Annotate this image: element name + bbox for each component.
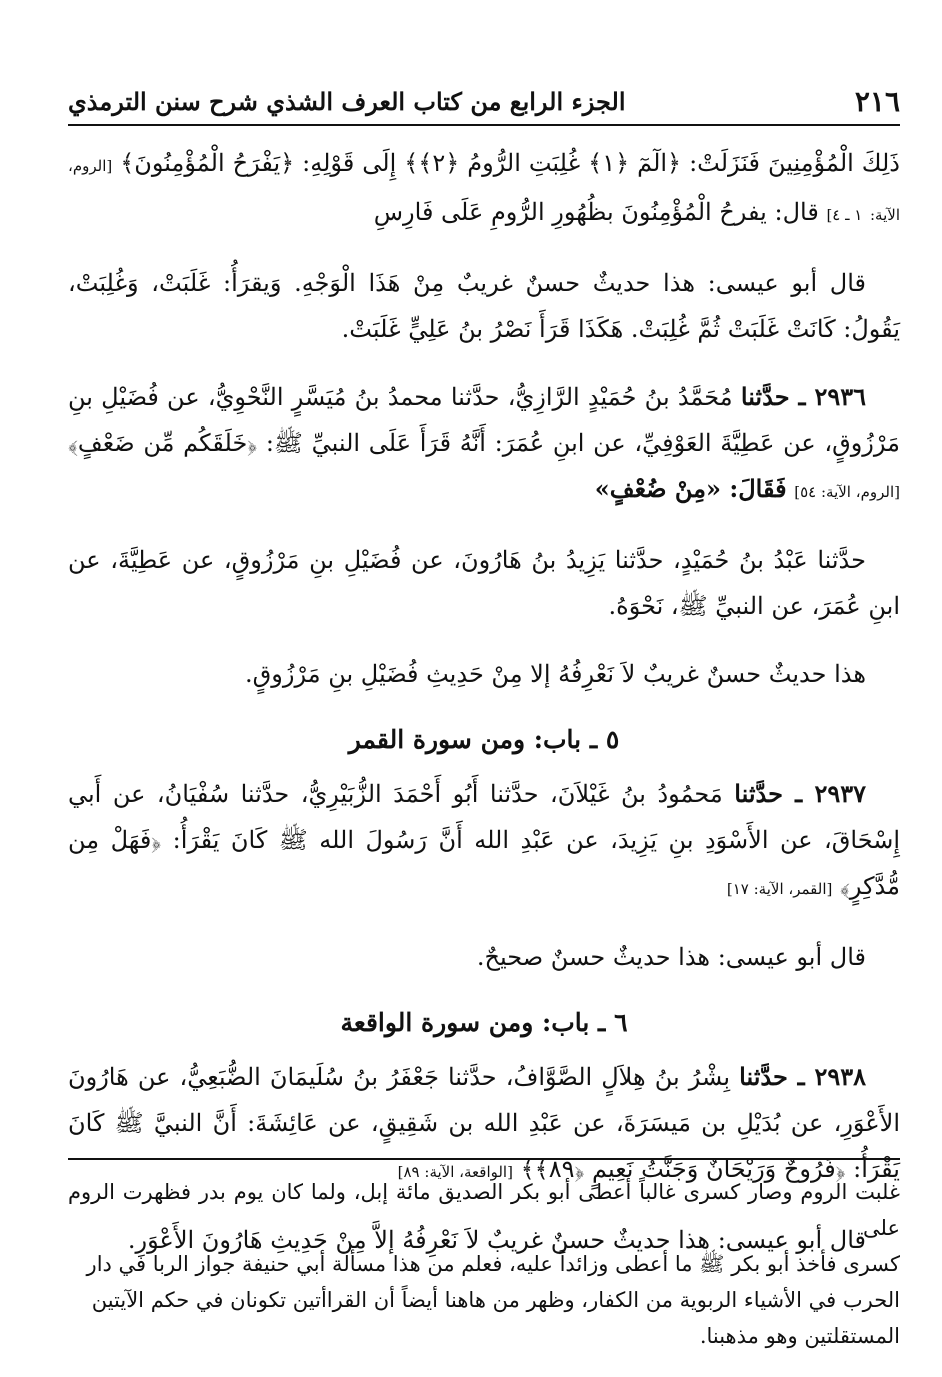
- abu-isa-comment-1: قال أبو عيسى: هذا حديثٌ حسنٌ غريبٌ مِنْ هَذَا الْوَجْهِ. وَيقرَأُ: غَلَبَتْ، وَغُلِبَتْ، يَقُولُ: كَانَتْ غَلَبَتْ ثُمَّ غُلِبَتْ. هَكَذَا قَرَأَ نَصْرُ بنُ عَلِيٍّ غَلَبَتْ.: [68, 269, 900, 343]
- hadith-text: بِشْرُ بنُ هِلاَلٍ الصَّوَّافُ، حدَّثنا جَعْفَرُ بنُ سُلَيمَانَ الضُّبَعِيُّ، عن هَارُونَ الأَعْوَرِ، عن بُدَيْلِ بن مَيسَرَةَ، عن عَبْدِ الله بن شَقِيقٍ، عن عَائِشَةَ: أَنَّ النبيَّ ﷺ كَانَ يَقْرَأُ: ﴿فَرُوحٌ وَرَيْحَانٌ وَجَنَّتُ نَعِيمٍ ﴿٨٩﴾﴾: [68, 1063, 900, 1183]
- quran-reference: [الروم، الآية: ٥٤]: [794, 483, 900, 501]
- abu-isa-comment-2: قال أبو عيسى: هذا حديثٌ حسنٌ صحيحٌ.: [476, 943, 866, 971]
- hadith-grading: هذا حديثٌ حسنٌ غريبٌ لاَ نَعْرِفُهُ إلا مِنْ حَدِيثِ فُضَيْلِ بنِ مَرْزُوقٍ.: [245, 660, 866, 688]
- hadith-number: ٢٩٣٦ ـ حدَّثنا: [740, 382, 866, 411]
- paragraph-continuation: [68, 140, 900, 238]
- hadith-number: ٢٩٣٨ ـ حدَّثنا: [739, 1062, 866, 1091]
- quran-reference: [الواقعة، الآية: ٨٩]: [397, 1163, 513, 1181]
- quran-reference: [الروم، الآية:: [68, 157, 900, 224]
- page-header: [68, 78, 900, 126]
- footnote: [68, 1174, 900, 1354]
- abu-isa-comment-3: قال أبو عيسى: هذا حديثٌ حسنٌ غريبٌ لاَ نَعْرِفُهُ إلاَّ مِنْ حَدِيثِ هَارُونَ الأَعْوَرِ.: [127, 1226, 866, 1254]
- main-text: [68, 140, 900, 1263]
- footnote-line: كسرى فأخذ أبو بكر ﷺ ما أعطى وزائداً عليه، فعلم من هذا مسألة أبي حنيفة جواز الربا في دار: [86, 1252, 900, 1276]
- footnote-line: المستقلتين وهو مذهبنا.: [699, 1324, 900, 1348]
- hadith-chain: حدَّثنا عَبْدُ بنُ حُمَيْدٍ، حدَّثنا يَزِيدُ بنُ هَارُونَ، عن فُضَيْلِ بنِ مَرْزُوقٍ، عن عَطِيَّةَ، عن ابنِ عُمَرَ، عن النبيِّ ﷺ، نَحْوَهُ.: [68, 546, 900, 620]
- hadith-text: مَحمُودُ بنُ غَيْلاَنَ، حدَّثنا أَبُو أَحْمَدَ الزُّبَيْرِيُّ، حدَّثنا سُفْيَانُ، عن أَبي إِسْحَاقَ، عن الأَسْوَدِ بنِ يَزِيدَ، عن عَبْدِ الله أَنَّ رَسُولَ الله ﷺ كَانَ يَقْرَأُ: ﴿فَهَلْ مِن مُّدَّكِرٍ﴾: [68, 780, 900, 900]
- running-title: الجزء الرابع من كتاب العرف الشذي شرح سنن الترمذي: [68, 86, 626, 116]
- continuation-text-1: ذَلِكَ الْمُؤْمِنِينَ فَنَزَلَتْ: ﴿الٓمٓ ﴿١﴾ غُلِبَتِ الرُّومُ ﴿٢﴾﴾ إِلَى قَوْلِهِ: ﴿يَفْرَحُ الْمُؤْمِنُونَ﴾: [120, 149, 900, 177]
- quran-reference-cont: ١ ـ ٤]: [826, 206, 863, 224]
- hadith-number: ٢٩٣٧ ـ حدَّثنا: [734, 779, 866, 808]
- footnote-separator: [68, 1158, 900, 1160]
- hadith-ending: فَقَالَ: «مِنْ ضُعْفٍ»: [594, 474, 787, 503]
- hadith-2936: [68, 374, 900, 515]
- quran-reference: [القمر، الآية: ١٧]: [726, 880, 833, 898]
- page-number: ٢١٦: [854, 84, 900, 118]
- continuation-text-2: قال: يفرحُ الْمُؤْمِنُونَ بظُهُورِ الرُّومِ عَلَى فَارِسِ: [373, 198, 819, 226]
- footnote-line: غلبت الروم وصار كسرى غالباً أعطى أبو بكر الصديق مائة إبل، ولما كان يوم بدر فظهرت الروم على: [68, 1180, 900, 1240]
- chapter-heading-qamar: ٥ ـ باب: ومن سورة القمر: [348, 725, 620, 754]
- footnote-line: الحرب في الأشياء الربوية من الكفار، وظهر من هاهنا أيضاً أن القراأتين تكونان في حكم الآيتين: [91, 1288, 900, 1312]
- chapter-heading-waqia: ٦ ـ باب: ومن سورة الواقعة: [340, 1008, 628, 1037]
- hadith-2937: [68, 771, 900, 912]
- hadith-text: مُحَمَّدُ بنُ حُمَيْدٍ الرَّازِيُّ، حدَّثنا محمدُ بنُ مُيَسَّرٍ النَّحْوِيُّ، عن فُضَيْلِ بنِ مَرْزُوقٍ، عن عَطِيَّةَ العَوْفِيِّ، عن ابنِ عُمَرَ: أَنَّهُ قَرَأَ عَلَى النبيِّ ﷺ: ﴿خَلَقَكُم مِّن ضَعْفٍ﴾: [68, 383, 900, 457]
